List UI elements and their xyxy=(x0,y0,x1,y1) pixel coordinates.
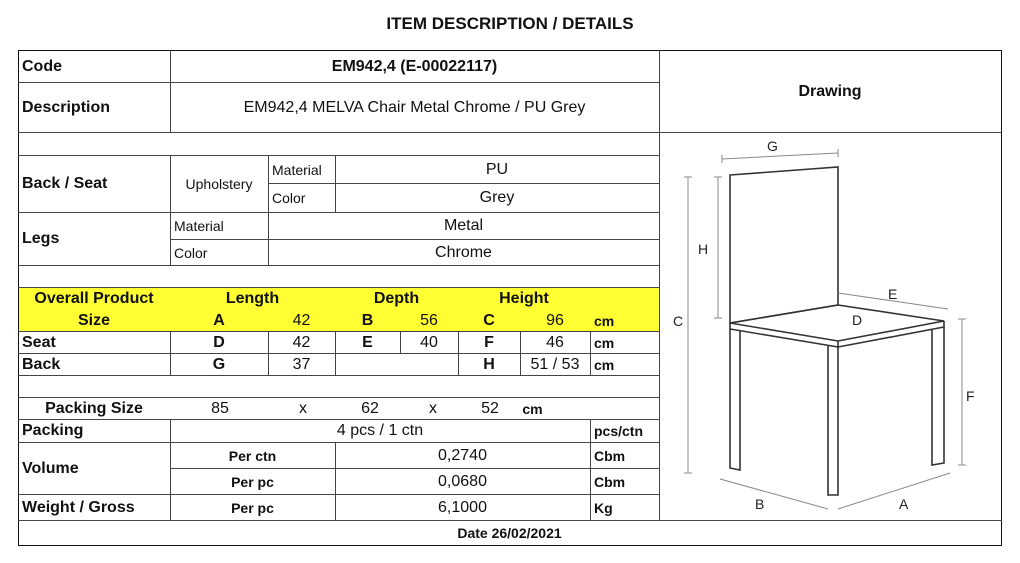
volume-unit-ctn: Cbm xyxy=(594,447,626,464)
unit-seat: cm xyxy=(594,334,615,351)
drawing-letter-f: F xyxy=(966,388,975,404)
dim-letter-g: G xyxy=(212,355,226,373)
seat-label: Seat xyxy=(22,333,56,351)
packing-size-x1: x xyxy=(299,399,307,417)
dim-value-d: 42 xyxy=(292,333,311,351)
weight-per-label: Per pc xyxy=(231,499,274,516)
drawing-label: Drawing xyxy=(798,82,862,100)
unit-overall: cm xyxy=(594,312,615,329)
legs-color: Chrome xyxy=(435,243,492,261)
dim-letter-a: A xyxy=(213,311,225,329)
back-seat-material: PU xyxy=(485,160,509,178)
drawing-letter-a: A xyxy=(899,496,909,512)
volume-per-pc-label: Per pc xyxy=(231,473,274,490)
back-label: Back xyxy=(22,355,61,373)
drawing-letter-b: B xyxy=(755,496,765,512)
drawing-letter-d: D xyxy=(852,312,863,328)
legs-material-label: Material xyxy=(174,218,224,234)
height-header: Height xyxy=(499,289,549,307)
packing-unit: pcs/ctn xyxy=(594,423,644,439)
legs-color-label: Color xyxy=(174,244,208,261)
packing-size-width: 62 xyxy=(361,399,379,417)
drawing-letter-e: E xyxy=(888,286,898,302)
weight-value: 6,1000 xyxy=(438,498,487,516)
legs-material: Metal xyxy=(443,217,484,234)
unit-back: cm xyxy=(594,356,615,373)
dim-letter-c: C xyxy=(483,311,495,329)
packing-size-unit: cm xyxy=(522,400,543,417)
dim-value-c: 96 xyxy=(546,311,564,329)
dim-letter-b: B xyxy=(361,311,374,329)
dim-letter-e: E xyxy=(362,333,373,351)
dim-letter-f: F xyxy=(484,333,494,351)
back-seat-color: Grey xyxy=(479,189,515,206)
overall-label-2: Size xyxy=(77,311,110,329)
packing-size-height: 52 xyxy=(481,399,499,417)
back-seat-color-label: Color xyxy=(272,190,306,206)
volume-per-pc: 0,0680 xyxy=(438,472,487,490)
description-value: EM942,4 MELVA Chair Metal Chrome / PU Grey xyxy=(243,98,586,116)
packing-size-label: Packing Size xyxy=(45,399,143,417)
dim-value-e: 40 xyxy=(420,333,438,351)
code-value: EM942,4 (E-00022117) xyxy=(331,57,498,75)
date-footer: Date 26/02/2021 xyxy=(457,525,562,541)
dim-letter-h: H xyxy=(483,355,495,373)
dim-value-h: 51 / 53 xyxy=(530,355,580,373)
code-label: Code xyxy=(22,57,62,75)
back-seat-material-label: Material xyxy=(272,161,322,178)
legs-label: Legs xyxy=(22,230,60,247)
dim-value-a: 42 xyxy=(292,311,311,329)
dim-value-f: 46 xyxy=(546,333,564,351)
packing-value: 4 pcs / 1 ctn xyxy=(336,422,424,439)
volume-unit-pc: Cbm xyxy=(594,473,626,490)
packing-label: Packing xyxy=(22,422,84,439)
dim-value-g: 37 xyxy=(292,355,311,373)
back-seat-label: Back / Seat xyxy=(22,175,108,192)
volume-per-ctn-label: Per ctn xyxy=(228,447,277,464)
packing-size-x2: x xyxy=(429,399,437,417)
page-title: ITEM DESCRIPTION / DETAILS xyxy=(386,14,634,33)
drawing-letter-c: C xyxy=(673,313,684,329)
drawing-letter-h: H xyxy=(698,241,709,257)
weight-label: Weight / Gross xyxy=(22,498,135,516)
chair-drawing xyxy=(660,133,1000,520)
dim-value-b: 56 xyxy=(420,311,438,329)
depth-header: Depth xyxy=(373,289,420,307)
overall-label-1: Overall Product xyxy=(34,289,154,307)
volume-label: Volume xyxy=(22,459,79,477)
dim-letter-d: D xyxy=(213,333,225,351)
description-label: Description xyxy=(22,98,111,116)
drawing-letter-g: G xyxy=(767,138,778,154)
upholstery-label: Upholstery xyxy=(185,176,253,192)
volume-per-ctn: 0,2740 xyxy=(438,446,487,464)
weight-unit: Kg xyxy=(594,499,613,516)
packing-size-length: 85 xyxy=(211,399,229,417)
length-header: Length xyxy=(225,289,280,307)
